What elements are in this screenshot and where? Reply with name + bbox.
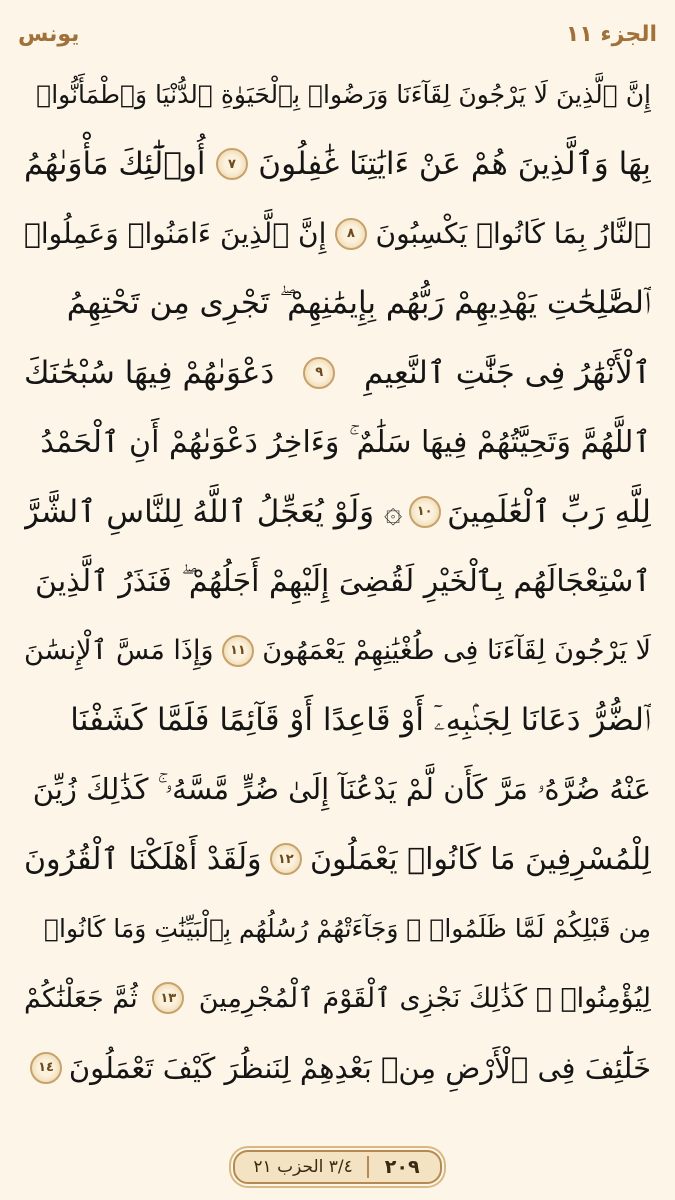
verse-text: بِهَا وَٱلَّذِينَ هُمْ عَنْ ءَايَٰتِنَا غَٰفِلُونَ xyxy=(258,146,651,183)
text-line xyxy=(24,60,651,130)
verse-text: ٱلضُّرُّ دَعَانَا لِجَنۢبِهِۦٓ أَوْ قَاعِدًا أَوْ قَآئِمًا فَلَمَّا كَشَفْنَا xyxy=(70,701,651,738)
text-line xyxy=(24,547,651,617)
verse-text: لِلَّهِ رَبِّ ٱلْعَٰلَمِينَ xyxy=(447,493,651,530)
text-line xyxy=(24,616,651,686)
text-line xyxy=(24,964,651,1034)
verse-text: ٱلنَّارُ بِمَا كَانُوا۟ يَكْسِبُونَ xyxy=(375,217,651,251)
footer-divider xyxy=(367,1156,369,1178)
text-line xyxy=(24,477,651,547)
text-line xyxy=(24,199,651,269)
verse-text: وَإِذَا مَسَّ ٱلْإِنسَٰنَ xyxy=(24,635,214,667)
text-line xyxy=(24,894,651,964)
page-footer xyxy=(0,1150,675,1184)
quran-text-block xyxy=(24,60,651,1103)
text-line xyxy=(24,755,651,825)
verse-text: أُو۟لَٰٓئِكَ مَأْوَىٰهُمُ xyxy=(24,146,206,183)
verse-text: لِلْمُسْرِفِينَ مَا كَانُوا۟ يَعْمَلُونَ xyxy=(309,841,651,877)
verse-text: إِنَّ ٱلَّذِينَ ءَامَنُوا۟ وَعَمِلُوا۟ xyxy=(24,217,327,251)
verse-text: دَعْوَىٰهُمْ فِيهَا سُبْحَٰنَكَ xyxy=(24,354,275,391)
verse-text: مِن قَبْلِكُمْ لَمَّا ظَلَمُوا۟ ۙ وَجَآءَتْهُمْ رُسُلُهُم بِٱلْبَيِّنَٰتِ وَمَا كَانُوا۟ xyxy=(44,914,651,944)
ayah-number-marker: ١٢ xyxy=(270,843,302,875)
verse-text: إِنَّ ٱلَّذِينَ لَا يَرْجُونَ لِقَآءَنَا وَرَضُوا۟ بِٱلْحَيَوٰةِ ٱلدُّنْيَا وَٱطْمَأَنُّوا۟ xyxy=(36,80,651,110)
verse-text: لَا يَرْجُونَ لِقَآءَنَا فِى طُغْيَٰنِهِمْ يَعْمَهُونَ xyxy=(262,635,651,667)
verse-text: ثُمَّ جَعَلْنَٰكُمْ xyxy=(24,982,138,1014)
text-line xyxy=(24,825,651,895)
verse-text: ٱللَّهُمَّ وَتَحِيَّتُهُمْ فِيهَا سَلَٰمٌ ۚ وَءَاخِرُ دَعْوَىٰهُمْ أَنِ ٱلْحَمْدُ xyxy=(40,424,651,460)
page-header xyxy=(18,14,657,54)
ayah-number-marker: ١٠ xyxy=(409,496,441,528)
ayah-number-marker: ٩ xyxy=(303,357,335,389)
ayah-number-marker: ١٣ xyxy=(152,982,184,1014)
text-line xyxy=(24,338,651,408)
page-info-box xyxy=(233,1150,441,1184)
text-line xyxy=(24,269,651,339)
hizb-label: ٣/٤ الحزب ٢١ xyxy=(253,1157,353,1177)
verse-text: ٱسْتِعْجَالَهُم بِٱلْخَيْرِ لَقُضِىَ إِلَيْهِمْ أَجَلُهُمْ ۖ فَنَذَرُ ٱلَّذِينَ xyxy=(35,563,651,599)
text-line xyxy=(24,1033,651,1103)
text-line xyxy=(24,686,651,756)
verse-text: خَلَٰٓئِفَ فِى ٱلْأَرْضِ مِنۢ بَعْدِهِمْ لِنَنظُرَ كَيْفَ تَعْمَلُونَ xyxy=(68,1050,651,1085)
verse-text: ٱلْأَنْهَٰرُ فِى جَنَّٰتِ ٱلنَّعِيمِ xyxy=(364,354,651,391)
verse-text: لِيُؤْمِنُوا۟ ۚ كَذَٰلِكَ نَجْزِى ٱلْقَوْمَ ٱلْمُجْرِمِينَ xyxy=(198,982,651,1014)
ayah-number-marker: ٧ xyxy=(216,148,248,180)
text-line xyxy=(24,130,651,200)
surah-name: يونس xyxy=(18,21,80,47)
verse-text: ٱلصَّٰلِحَٰتِ يَهْدِيهِمْ رَبُّهُم بِإِيمَٰنِهِمْ ۖ تَجْرِى مِن تَحْتِهِمُ xyxy=(66,284,651,321)
verse-text: ۞ وَلَوْ يُعَجِّلُ ٱللَّهُ لِلنَّاسِ ٱلشَّرَّ xyxy=(24,493,403,530)
verse-text: وَلَقَدْ أَهْلَكْنَا ٱلْقُرُونَ xyxy=(24,841,262,877)
verse-text: عَنْهُ ضُرَّهُۥ مَرَّ كَأَن لَّمْ يَدْعُنَآ إِلَىٰ ضُرٍّ مَّسَّهُۥ ۚ كَذَٰلِكَ زُيِّنَ xyxy=(32,772,651,807)
ayah-number-marker: ١١ xyxy=(222,635,254,667)
text-line xyxy=(24,408,651,478)
juz-label: الجزء ١١ xyxy=(565,21,657,47)
ayah-number-marker: ١٤ xyxy=(30,1052,62,1084)
page-number: ٢٠٩ xyxy=(384,1156,420,1178)
ayah-number-marker: ٨ xyxy=(335,218,367,250)
